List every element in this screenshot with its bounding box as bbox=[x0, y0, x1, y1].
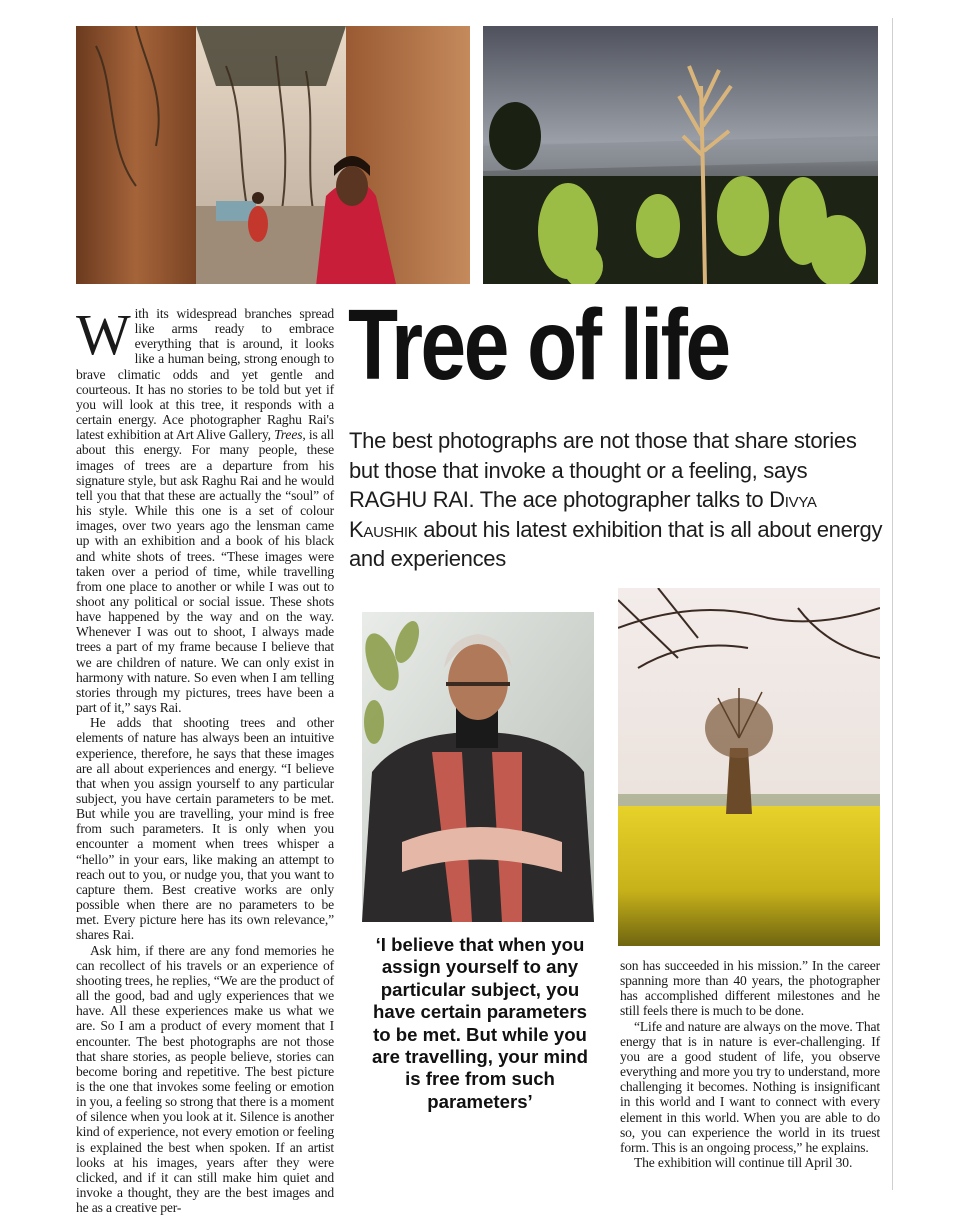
standfirst bbox=[349, 426, 889, 574]
article-paragraph: Ask him, if there are any fond memories he can recollect of his travels or an experience of shooting trees, he replies, “We are the product of all the good, bad and ugly experiences that we have. All these experiences make us what we are. So I am a product of every moment that I encounter. The best photographs are not those that share stories, as people believe, stories can become boring and repetitive. The best picture is the one that invokes some feeling or emotion in you, a feeling so strong that there is a moment of silence when you look at it. Silence is another kind of experience, not every emotion or feeling is explained the best when spoken. If an artist looks at his images, years after they were clicked, and if it can still make him quiet and invoke a thought, they are the best images and he as a creative per- bbox=[76, 942, 334, 1215]
article-paragraph: “Life and nature are always on the move. That energy that is in nature is ever-challenging. If you are a good student of life, you observe everything and more you try to understand, more challenging it becomes. Nothing is insignificant in this world and I want to connect with every element in this world. When you are able to do so, you can experience the world in its truest form. This is an ongoing process,” he explains. bbox=[620, 1018, 880, 1155]
author-name: Divya Kaushik bbox=[349, 487, 817, 542]
headline: Tree of life bbox=[348, 289, 729, 401]
exhibition-title: Trees bbox=[274, 427, 303, 443]
column-divider bbox=[892, 18, 893, 1190]
article-column-left bbox=[76, 302, 334, 1215]
portrait-photo bbox=[362, 612, 594, 922]
article-paragraph: With its widespread branches spread like arms ready to embrace everything that is around, it looks like a human being, strong enough to brave climatic odds and yet gentle and courteous. It has no stories to be told but yet if you will look at this tree, it responds with a certain energy. Ace photographer Raghu Rai's latest exhibition at Art Alive Gallery, Trees, is all about this energy. For many people, these images of trees are a departure from his signature style, but ask Raghu Rai and he would tell you that that these are actually the “soul” of his style. While this one is a set of colour images, over two years ago the lensman came up with an exhibition and a book of his black and white shots of trees. “These images were taken over a period of time, while travelling from one place to another or while I was out to shoot any political or social issue. These shots have happened by the way and on the way. Whenever I was out to shoot, I always made trees a part of my frame because I believe that we are children of nature. We can only exist in harmony with nature. So even when I am telling stories through my pictures, trees have been a part of it,” says Rai. bbox=[76, 302, 334, 716]
standfirst-lead: The best photographs are not those that share stories but those that invoke a thought or a feeling, says RAGHU RAI. The ace photographer talks to bbox=[349, 428, 857, 512]
installation-photo bbox=[76, 26, 470, 284]
standfirst-tail: about his latest exhibition that is all about energy and experiences bbox=[349, 516, 883, 571]
pull-quote: ‘I believe that when you assign yourself to any particular subject, you have certain parameters to be met. But while you are travelling, your mind is free from such parameters’ bbox=[372, 934, 588, 1112]
drop-cap: W bbox=[76, 302, 131, 367]
article-paragraph: The exhibition will continue till April 30. bbox=[634, 1155, 853, 1171]
mustard-field-photo bbox=[618, 588, 880, 946]
article-paragraph: son has succeeded in his mission.” In the career spanning more than 40 years, the photographer has accomplished different milestones and he still feels there is much to be done. bbox=[620, 958, 880, 1019]
landscape-tree-photo bbox=[483, 26, 878, 284]
article-paragraph: He adds that shooting trees and other elements of nature has always been an intuitive experience, therefore, he says that these images are all about experiences and energy. “I believe that when you assign yourself to any particular subject, you have certain parameters to be met. But while you are travelling, your mind is free from such parameters. It is only when you encounter a moment when trees whisper a “hello” in your ears, like making an attempt to reach out to you, or nudge you, that you want to capture them. Best creative works are only possible when there are no parameters to be met. Every picture here has its own relevance,” shares Rai. bbox=[76, 715, 334, 943]
article-column-right bbox=[620, 958, 880, 1170]
